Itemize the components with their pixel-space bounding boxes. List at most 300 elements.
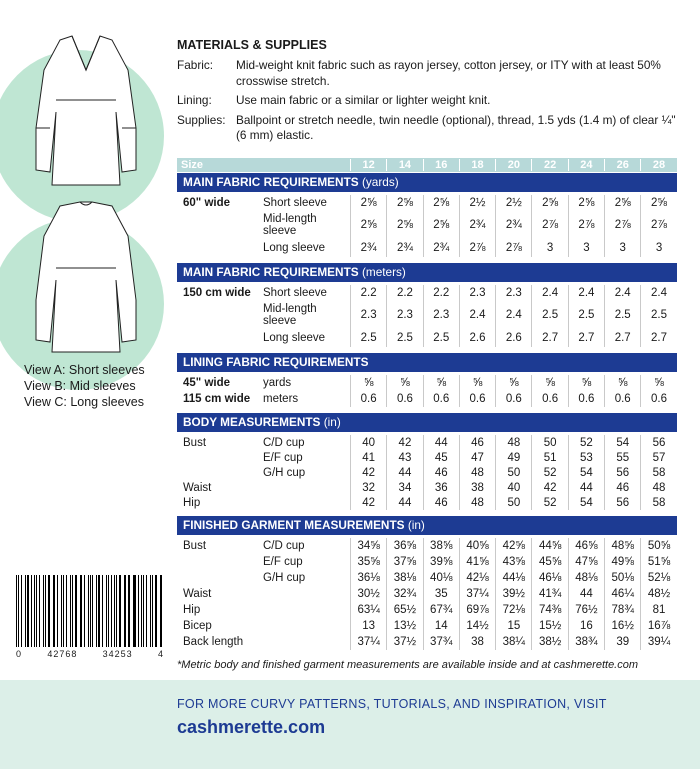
table-cell: 52: [531, 495, 567, 510]
table-cell: 2⅝: [386, 211, 422, 239]
size-header-cell: 26: [604, 159, 640, 171]
table-cell: 54: [568, 495, 604, 510]
row-sublabel: C/D cup: [263, 540, 305, 552]
row-label: Bust: [183, 436, 207, 449]
table-cell: 3: [640, 239, 676, 257]
table-cell: 48: [640, 480, 676, 495]
barcode-bar: [146, 575, 147, 647]
barcode-digit-group: 0: [16, 649, 23, 659]
materials-row-fabric: [177, 58, 677, 89]
table-cell: 38½: [531, 634, 567, 650]
table-sections: [177, 173, 677, 655]
barcode-bar: [119, 575, 120, 647]
table-row: [177, 450, 677, 465]
table-cell: 36⅝: [386, 538, 422, 554]
table-cell: 2.4: [640, 285, 676, 301]
table-cell: 52: [568, 435, 604, 450]
table-cell: 50: [495, 465, 531, 480]
table-cell: ⅝: [531, 375, 567, 391]
table-cell: 49: [495, 450, 531, 465]
table-cell: 14½: [459, 618, 495, 634]
table-cell: 2.5: [568, 301, 604, 329]
table-cell: 52: [531, 465, 567, 480]
table-cell: 46: [423, 495, 459, 510]
table-cell: 38: [459, 634, 495, 650]
barcode-bar: [128, 575, 130, 647]
table-cell: 54: [568, 465, 604, 480]
barcode-bar: [96, 575, 97, 647]
row-label: Hip: [183, 604, 201, 616]
materials-row-lining: [177, 93, 677, 109]
table-cell: 41⅝: [459, 554, 495, 570]
table-cell: ⅝: [495, 375, 531, 391]
footnote: *Metric body and finished garment measurements are available inside and at cashmerette.com: [177, 659, 639, 671]
table-cell: 65½: [386, 602, 422, 618]
barcode-bar: [150, 575, 151, 647]
row-sublabel: C/D cup: [263, 436, 305, 449]
row-sublabel: meters: [263, 393, 299, 405]
materials-section: [177, 38, 677, 148]
row-sublabel: G/H cup: [263, 466, 306, 479]
size-header-row: [177, 158, 677, 172]
table-cell: 46⅛: [531, 570, 567, 586]
table-cell: 2.7: [531, 329, 567, 347]
table-row: [177, 465, 677, 480]
table-cell: 16½: [604, 618, 640, 634]
table-cell: ⅝: [350, 375, 386, 391]
size-header-cell: 16: [423, 159, 459, 171]
size-header-cell: 24: [568, 159, 604, 171]
table-cell: 0.6: [386, 391, 422, 407]
table-cell: 39½: [495, 586, 531, 602]
row-label: 150 cm wide: [183, 287, 251, 299]
barcode-bar: [133, 575, 134, 647]
table-cell: 42⅛: [459, 570, 495, 586]
table-cell: 42: [531, 480, 567, 495]
table-cell: 39¼: [640, 634, 676, 650]
table-cell: 2.3: [495, 285, 531, 301]
table-cell: 0.6: [459, 391, 495, 407]
table-cell: 50: [495, 495, 531, 510]
table-cell: 56: [604, 495, 640, 510]
table-cell: 44⅝: [531, 538, 567, 554]
table-cell: 38⅛: [386, 570, 422, 586]
table-cell: 50⅛: [604, 570, 640, 586]
table-cell: 44: [386, 495, 422, 510]
table-cell: 40⅛: [423, 570, 459, 586]
table-cell: 2⅝: [386, 195, 422, 211]
table-cell: 37¼: [350, 634, 386, 650]
row-sublabel: Long sleeve: [263, 242, 326, 254]
table-cell: 2.3: [459, 285, 495, 301]
table-cell: 38⅝: [423, 538, 459, 554]
table-cell: 38¼: [495, 634, 531, 650]
barcode-bar: [31, 575, 32, 647]
table-cell: 51: [531, 450, 567, 465]
table-cell: 2.5: [604, 301, 640, 329]
barcode-bar: [48, 575, 50, 647]
table-cell: 46⅝: [568, 538, 604, 554]
row-sublabel: E/F cup: [263, 556, 303, 568]
table-cell: 0.6: [568, 391, 604, 407]
barcode-bar: [45, 575, 46, 647]
row-sublabel: Short sleeve: [263, 197, 327, 209]
left-column: [0, 0, 170, 680]
table-cell: 3: [568, 239, 604, 257]
row-sublabel: Long sleeve: [263, 332, 326, 344]
row-label: 45" wide: [183, 377, 230, 389]
table-cell: 69⅞: [459, 602, 495, 618]
table-cell: 0.6: [604, 391, 640, 407]
table-cell: 50: [531, 435, 567, 450]
table-cell: 2½: [459, 195, 495, 211]
table-cell: 0.6: [640, 391, 676, 407]
barcode-bar: [84, 575, 85, 647]
table-cell: 14: [423, 618, 459, 634]
barcode-bar: [54, 575, 55, 647]
size-header-cell: 28: [640, 159, 676, 171]
row-label: Back length: [183, 636, 244, 648]
table-cell: 13½: [386, 618, 422, 634]
section-title: MAIN FABRIC REQUIREMENTS: [183, 265, 359, 279]
barcode-bar: [39, 575, 40, 647]
barcode-bar: [63, 575, 64, 647]
barcode-bar: [81, 575, 82, 647]
table-row: [177, 634, 677, 650]
size-chart-table: [177, 158, 677, 655]
table-cell: 63¼: [350, 602, 386, 618]
table-cell: 37½: [386, 634, 422, 650]
table-cell: 48: [459, 465, 495, 480]
table-cell: 72⅛: [495, 602, 531, 618]
row-label: Waist: [183, 588, 212, 600]
table-cell: 2.4: [495, 301, 531, 329]
view-c-label: View C: Long sleeves: [24, 395, 144, 409]
barcode-bar: [106, 575, 107, 647]
dress-illustrations: [0, 0, 170, 360]
table-row: [177, 554, 677, 570]
barcode-bar: [161, 575, 162, 647]
table-cell: 40: [350, 435, 386, 450]
table-cell: 2⅞: [531, 211, 567, 239]
section-unit: (in): [323, 415, 341, 429]
table-cell: 43: [386, 450, 422, 465]
table-cell: 48: [459, 495, 495, 510]
barcode-bar: [66, 575, 67, 647]
table-cell: 2¾: [423, 239, 459, 257]
table-cell: 44⅛: [495, 570, 531, 586]
table-cell: 44: [423, 435, 459, 450]
table-cell: 15½: [531, 618, 567, 634]
table-cell: 42: [350, 465, 386, 480]
view-b-label: View B: Mid sleeves: [24, 379, 136, 393]
table-row: [177, 329, 677, 347]
table-cell: 16: [568, 618, 604, 634]
barcode-bar: [134, 575, 135, 647]
table-cell: 47: [459, 450, 495, 465]
table-row: [177, 618, 677, 634]
size-header-cell: 22: [531, 159, 567, 171]
table-cell: 47⅝: [568, 554, 604, 570]
table-cell: ⅝: [568, 375, 604, 391]
size-header-cell: 18: [459, 159, 495, 171]
table-cell: 2.3: [350, 301, 386, 329]
barcode-bar: [155, 575, 157, 647]
barcode-bar: [27, 575, 29, 647]
table-cell: 67¾: [423, 602, 459, 618]
materials-row-supplies: [177, 113, 677, 144]
section-header: [177, 516, 677, 535]
table-cell: 40: [495, 480, 531, 495]
section-header: [177, 173, 677, 192]
table-cell: 56: [640, 435, 676, 450]
table-cell: 2.6: [495, 329, 531, 347]
table-cell: 2.4: [604, 285, 640, 301]
barcode-bar: [138, 575, 139, 647]
table-cell: 42: [386, 435, 422, 450]
table-cell: 57: [640, 450, 676, 465]
table-row: [177, 301, 677, 329]
table-cell: 76½: [568, 602, 604, 618]
row-sublabel: Short sleeve: [263, 287, 327, 299]
table-cell: 34⅝: [350, 538, 386, 554]
barcode-bar: [88, 575, 89, 647]
barcode-bar: [116, 575, 117, 647]
table-cell: 2¾: [350, 239, 386, 257]
barcode-bar: [16, 575, 17, 647]
row-label: Waist: [183, 481, 212, 494]
table-cell: 15: [495, 618, 531, 634]
table-cell: 0.6: [531, 391, 567, 407]
table-cell: 2⅝: [423, 195, 459, 211]
table-cell: 58: [640, 465, 676, 480]
table-cell: 2.2: [423, 285, 459, 301]
table-cell: 2.2: [350, 285, 386, 301]
row-label: 115 cm wide: [183, 393, 251, 405]
table-cell: 32: [350, 480, 386, 495]
barcode-bar: [72, 575, 73, 647]
materials-key: Lining:: [177, 93, 212, 107]
barcode-bar: [75, 575, 77, 647]
section-unit: (in): [407, 518, 425, 532]
table-cell: 2.4: [531, 285, 567, 301]
section-unit: (yards): [361, 175, 399, 189]
table-row: [177, 495, 677, 510]
row-label: 60" wide: [183, 197, 230, 209]
footer-tagline: FOR MORE CURVY PATTERNS, TUTORIALS, AND INSPIRATION, VISIT: [177, 697, 607, 711]
dress-front-drawing: [36, 36, 136, 185]
section-title: MAIN FABRIC REQUIREMENTS: [183, 175, 359, 189]
row-sublabel: yards: [263, 377, 292, 389]
barcode-bar: [21, 575, 22, 647]
section-title: BODY MEASUREMENTS: [183, 415, 321, 429]
table-cell: 37¾: [423, 634, 459, 650]
table-cell: ⅝: [386, 375, 422, 391]
table-cell: 36⅛: [350, 570, 386, 586]
row-sublabel: G/H cup: [263, 572, 306, 584]
materials-value: Use main fabric or a similar or lighter weight knit.: [236, 93, 491, 107]
table-cell: 2.3: [423, 301, 459, 329]
barcode-bar: [125, 575, 126, 647]
table-row: [177, 586, 677, 602]
table-cell: 53: [568, 450, 604, 465]
table-row: [177, 435, 677, 450]
table-cell: 2¾: [386, 239, 422, 257]
table-cell: 78¾: [604, 602, 640, 618]
section-title: FINISHED GARMENT MEASUREMENTS: [183, 518, 405, 532]
table-cell: 2⅝: [350, 211, 386, 239]
materials-value: Mid-weight knit fabric such as rayon jersey, cotton jersey, or ITY with at least 50% crosswise stretch.: [236, 58, 661, 88]
table-cell: 81: [640, 602, 676, 618]
table-cell: 16⅞: [640, 618, 676, 634]
materials-key: Fabric:: [177, 58, 214, 72]
section-unit: (meters): [361, 265, 406, 279]
barcode-bar: [43, 575, 44, 647]
table-cell: 2⅞: [495, 239, 531, 257]
section-header: [177, 413, 677, 432]
table-cell: 74⅜: [531, 602, 567, 618]
table-cell: 0.6: [423, 391, 459, 407]
table-cell: 50⅝: [640, 538, 676, 554]
materials-key: Supplies:: [177, 112, 226, 127]
barcode-bar: [160, 575, 161, 647]
table-cell: 32¾: [386, 586, 422, 602]
table-row: [177, 570, 677, 586]
table-cell: 2.5: [531, 301, 567, 329]
table-cell: 39: [604, 634, 640, 650]
table-cell: 0.6: [495, 391, 531, 407]
row-label: Bicep: [183, 620, 212, 632]
barcode-bar: [114, 575, 115, 647]
size-header-cell: 20: [495, 159, 531, 171]
barcode-bar: [34, 575, 35, 647]
table-cell: 2⅝: [604, 195, 640, 211]
table-row: [177, 239, 677, 257]
table-cell: 58: [640, 495, 676, 510]
table-cell: 3: [604, 239, 640, 257]
barcode-bars: [16, 575, 164, 647]
row-sublabel: E/F cup: [263, 451, 303, 464]
barcode-bar: [80, 575, 81, 647]
view-a-label: View A: Short sleeves: [24, 363, 145, 377]
table-cell: 40⅝: [459, 538, 495, 554]
table-cell: 48⅛: [568, 570, 604, 586]
table-row: [177, 211, 677, 239]
footer-banner: [0, 680, 700, 769]
table-cell: 46: [604, 480, 640, 495]
table-cell: ⅝: [423, 375, 459, 391]
table-row: [177, 538, 677, 554]
table-cell: 48: [495, 435, 531, 450]
barcode-bar: [152, 575, 153, 647]
barcode-digits: [16, 649, 164, 659]
table-cell: 48½: [640, 586, 676, 602]
dress-back-drawing: [36, 202, 136, 352]
table-cell: 2.5: [640, 301, 676, 329]
table-cell: 37⅝: [386, 554, 422, 570]
table-cell: 2¾: [459, 211, 495, 239]
table-cell: 2.7: [568, 329, 604, 347]
table-cell: 39⅝: [423, 554, 459, 570]
table-cell: 44: [568, 480, 604, 495]
table-cell: 2⅝: [350, 195, 386, 211]
table-cell: 2⅞: [459, 239, 495, 257]
table-cell: 36: [423, 480, 459, 495]
table-cell: 41¾: [531, 586, 567, 602]
barcode-bar: [108, 575, 109, 647]
size-header-cells: [350, 159, 677, 171]
barcode-bar: [25, 575, 26, 647]
table-cell: 2.6: [459, 329, 495, 347]
section-title: LINING FABRIC REQUIREMENTS: [183, 355, 369, 369]
table-cell: 2⅝: [531, 195, 567, 211]
materials-value: Ballpoint or stretch needle, twin needle (optional), thread, 1.5 yds (1.4 m) of clear ¼" (6 mm) elastic.: [236, 112, 676, 142]
table-cell: 45: [423, 450, 459, 465]
table-cell: 46: [423, 465, 459, 480]
table-cell: 2.5: [350, 329, 386, 347]
table-cell: 54: [604, 435, 640, 450]
table-cell: 52⅛: [640, 570, 676, 586]
table-cell: 0.6: [350, 391, 386, 407]
table-cell: 2⅝: [640, 195, 676, 211]
table-cell: 44: [568, 586, 604, 602]
table-cell: 41: [350, 450, 386, 465]
barcode-bar: [124, 575, 125, 647]
table-row: [177, 195, 677, 211]
table-cell: ⅝: [459, 375, 495, 391]
table-cell: 55: [604, 450, 640, 465]
table-cell: 35⅝: [350, 554, 386, 570]
table-cell: 2.4: [568, 285, 604, 301]
table-cell: 38: [459, 480, 495, 495]
table-cell: ⅝: [640, 375, 676, 391]
table-cell: 56: [604, 465, 640, 480]
row-sublabel: Mid-length sleeve: [263, 303, 317, 327]
table-cell: 2.7: [640, 329, 676, 347]
table-cell: 13: [350, 618, 386, 634]
table-cell: 51⅝: [640, 554, 676, 570]
table-cell: 42⅝: [495, 538, 531, 554]
table-cell: 2⅝: [568, 195, 604, 211]
table-cell: 46¼: [604, 586, 640, 602]
size-label: Size: [181, 159, 204, 171]
table-row: [177, 285, 677, 301]
barcode: [16, 575, 164, 659]
footer-website-link[interactable]: cashmerette.com: [177, 717, 326, 737]
row-label: Hip: [183, 496, 201, 509]
table-cell: 2.4: [459, 301, 495, 329]
view-list: [24, 362, 145, 410]
barcode-bar: [36, 575, 37, 647]
barcode-bar: [111, 575, 112, 647]
barcode-bar: [53, 575, 54, 647]
table-cell: 46: [459, 435, 495, 450]
table-cell: 2.7: [604, 329, 640, 347]
table-cell: 2.3: [386, 301, 422, 329]
table-cell: 44: [386, 465, 422, 480]
table-row: [177, 391, 677, 407]
barcode-bar: [61, 575, 62, 647]
table-cell: 2½: [495, 195, 531, 211]
table-cell: 2.5: [386, 329, 422, 347]
table-cell: 2.5: [423, 329, 459, 347]
table-cell: 42: [350, 495, 386, 510]
row-label: Bust: [183, 540, 207, 552]
table-cell: 35: [423, 586, 459, 602]
barcode-digit-group: 4: [157, 649, 164, 659]
table-cell: 2⅞: [640, 211, 676, 239]
barcode-bar: [92, 575, 93, 647]
